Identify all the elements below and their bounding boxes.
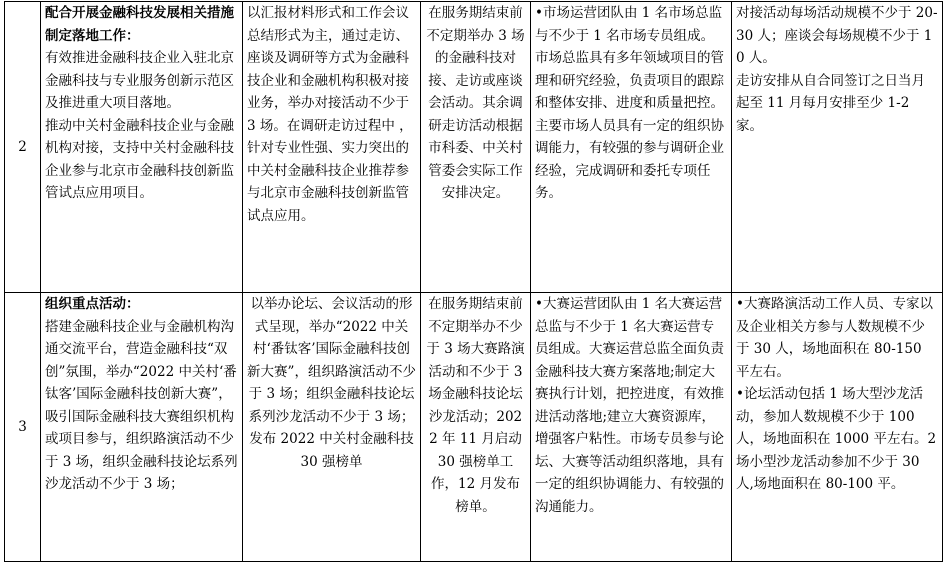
task-cell [41, 293, 243, 562]
schedule-cell: 在服务期结束前不定期举办 3 场的金融科技对接、走访或座谈会活动。其余调研走访活动根据市科委、中关村管委会实际工作安排决定。 [421, 2, 531, 293]
method-cell: 以举办论坛、会议活动的形式呈现，举办“2022 中关村‘番钛客’国际金融科技创新大赛”，组织路演活动不少于 3 场；组织金融科技论坛系列沙龙活动不少于 3 场；发布 2022 中关村金融科技 30 强榜单 [243, 293, 421, 562]
row-number: 3 [5, 293, 41, 562]
staff-bullet: • 市场运营团队由 1 名市场总监与不少于 1 名市场专员组成。市场总监具有多年领域项目的管理和研究经验，负责项目的跟踪和整体安排、进度和质量把控。主要市场人员具有一定的组织协调能力，有较强的参与调研企业经验，完成调研和委托专项任务。 [535, 2, 727, 205]
scale-paragraph: 走访安排从自合同签订之日当月起至 11 月每月安排至少 1-2 家。 [736, 72, 925, 134]
table-row [5, 293, 943, 562]
method-cell: 以汇报材料形式和工作会议总结形式为主，通过走访、座谈及调研等方式为金融科技企业和金融机构积极对接业务，举办对接活动不少于 3 场。在调研走访过程中 ，针对专业性强、实力突出的中关村金融科技企业推荐参与北京市金融科技创新监管试点应用。 [243, 2, 421, 293]
table-row [5, 2, 943, 293]
staff-cell [531, 293, 732, 562]
schedule-cell: 在服务期结束前不定期举办不少于 3 场大赛路演活动和不少于 3 场金融科技论坛沙龙活动；2022 年 11 月启动 30 强榜单工作，12 月发布榜单。 [421, 293, 531, 562]
scale-bullet: • 大赛路演活动工作人员、专家以及企业相关方参与人数规模不少于 30 人，场地面积在 80-150 平左右。 [736, 293, 938, 383]
task-heading: 组织重点活动： [45, 296, 140, 312]
task-paragraph: 搭建金融科技企业与金融机构沟通交流平台，营造金融科技“双创”氛围，举办“2022 中关村‘番钛客’国际金融科技创新大赛”，吸引国际金融科技大赛组织机构或项目参与，组织路演活动不少于 3 场，组织金融科技论坛系列沙龙活动不少于 3 场； [45, 318, 238, 492]
task-heading: 配合开展金融科技发展相关措施制定落地工作： [45, 5, 234, 44]
scale-paragraph: 对接活动每场活动规模不少于 20-30 人；座谈会每场规模不少于 10 人。 [736, 5, 938, 66]
staff-cell [531, 2, 732, 293]
task-paragraph: 推动中关村金融科技企业与金融机构对接，支持中关村金融科技企业参与北京市金融科技创新监管试点应用项目。 [45, 117, 234, 201]
scale-cell [732, 293, 943, 562]
row-number: 2 [5, 2, 41, 293]
scale-bullet: • 论坛活动包括 1 场大型沙龙活动，参加人数规模不少于 100 人，场地面积在 1000 平左右。2 场小型沙龙活动参加不少于 30 人,场地面积在 80-100 平。 [736, 383, 938, 496]
scale-cell [732, 2, 943, 293]
work-plan-table [4, 1, 943, 562]
task-cell [41, 2, 243, 293]
task-paragraph: 有效推进金融科技企业入驻北京金融科技与专业服务创新示范区及推进重大项目落地。 [45, 50, 234, 111]
staff-bullet: • 大赛运营团队由 1 名大赛运营总监与不少于 1 名大赛运营专员组成。大赛运营总监全面负责金融科技大赛方案落地;制定大赛执行计划，把控进度，有效推进活动落地;建立大赛资源库，增强客户粘性。市场专员参与论坛、大赛等活动组织落地，具有一定的组织协调能力、有较强的沟通能力。 [535, 293, 727, 518]
